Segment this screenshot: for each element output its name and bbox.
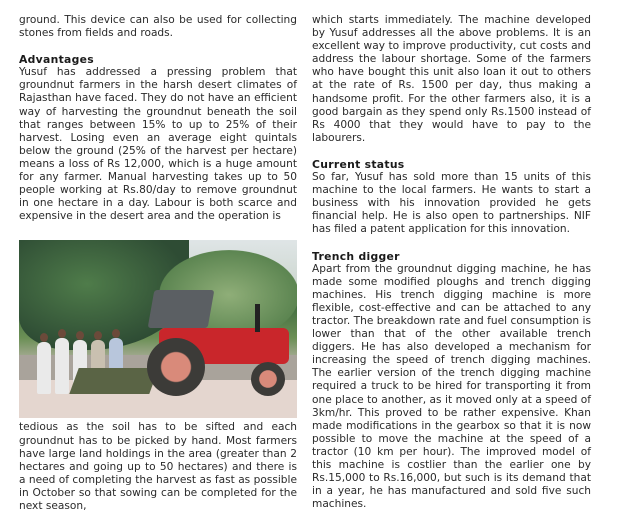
photo-person-head [40,333,48,342]
photo-person-head [112,329,120,338]
left-column [19,14,297,513]
photo-person-head [76,331,84,340]
photo-tractor-rear-wheel [147,338,205,396]
photo-digger-attachment [69,368,158,394]
advantages-heading: Advantages [19,53,95,67]
continued-paragraph: which starts immediately. The machine developed by Yusuf addresses all the above problems. It is an excellent way to improve productivity, cut costs and address the labour shortage. Some of the farmers who have bought this unit also loan it out to others at the rate of Rs. 1500 per day, thus making a handsome profit. For the other farmers also, it is a good bargain as they spend only Rs.1500 instead of Rs 4000 that they would have to pay to the labourers. [312,14,591,144]
spacer [19,40,297,53]
photo-person [55,338,69,394]
trench-digger-paragraph: Apart from the groundnut digging machine, he has made some modified ploughs and trench digging machines. His trench digging machine is more flexible, cost-effective and can be attached to any tractor. The breakdown rate and fuel consumption is lower than that of the other available trench diggers. He has also developed a mechanism for increasing the speed of trench digging machines. The earlier version of the trench digging machine required a truck to be hired for transporting it from one place to another, as it moved only at a speed of 3km/hr. This proved to be rather expensive. Khan made modifications in the gearbox so that it is now possible to move the machine at the speed of a tractor (10 km per hour). The improved model of this machine is costlier than the earlier one by Rs.15,000 to Rs.16,000, but such is its demand that in a year, he has manufactured and sold five such machines. [312,262,591,511]
intro-paragraph: ground. This device can also be used for collecting stones from fields and roads. [19,14,297,40]
photo-tractor-canopy [148,290,215,328]
spacer [312,145,591,158]
right-column [312,14,591,511]
photo-person [37,342,51,394]
spacer [312,237,591,250]
current-status-heading: Current status [312,157,405,171]
advantages-paragraph-2: tedious as the soil has to be sifted and each groundnut has to be picked by hand. Most farmers have large land holdings in the area (greater than 2 hectares and going up to 50 hectares) and there is a need of completing the harvest as fast as possible in October so that sowing can be completed for the next season, [19,421,297,512]
advantages-paragraph-1: Yusuf has addressed a pressing problem that groundnut farmers in the harsh desert climates of Rajasthan have faced. They do not have an efficient way of harvesting the groundnut beneath the soil that ranges between 15% to up to 25% of their harvest. Losing even an average eight quintals below the ground (25% of the harvest per hectare) means a loss of Rs 12,000, which is a huge amount for any farmer. Manual harvesting takes up to 50 people working at Rs.80/day to remove groundnut in one hectare in a day. Labour is both scarce and expensive in the desert area and the operation is [19,66,297,223]
photo-person-head [94,331,102,340]
tractor-photo [19,240,297,418]
photo-person-head [58,329,66,338]
photo-tractor-exhaust [255,304,260,332]
trench-digger-heading: Trench digger [312,249,400,263]
current-status-paragraph: So far, Yusuf has sold more than 15 units of this machine to the local farmers. He wants to start a business with his innovation provided he gets financial help. He is also open to partnerships. NIF has filed a patent application for this innovation. [312,171,591,236]
